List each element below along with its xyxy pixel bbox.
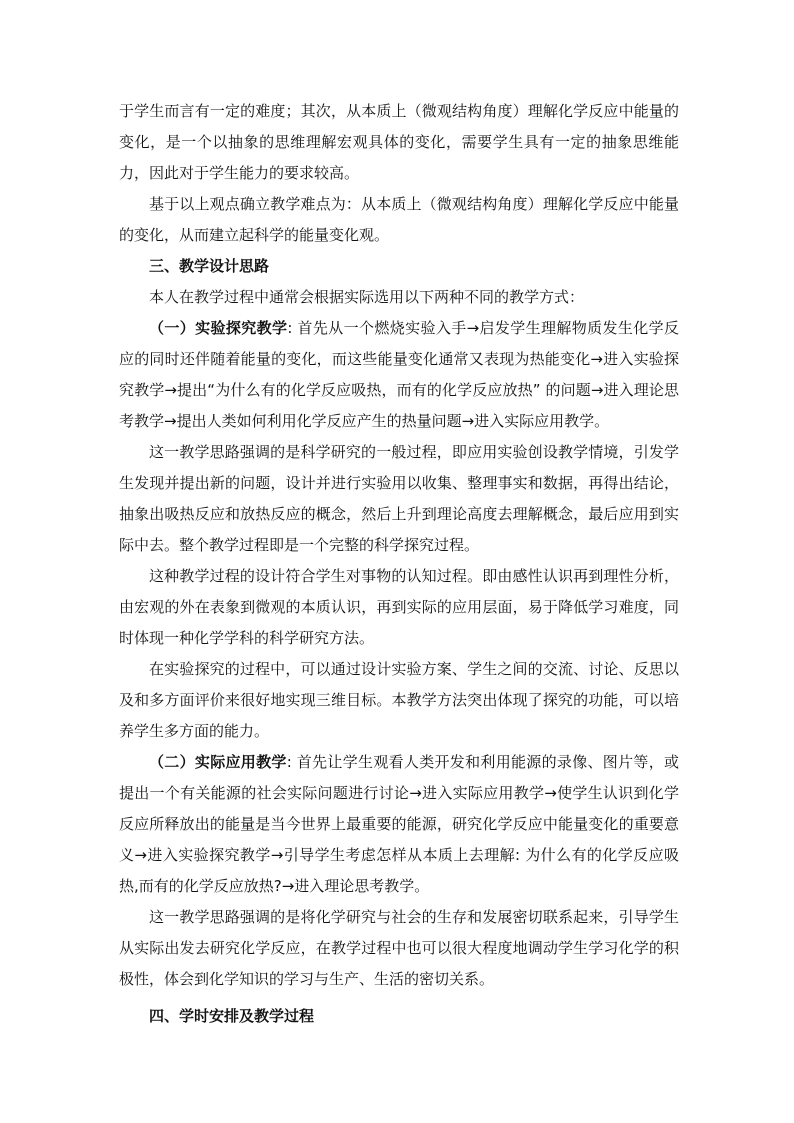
paragraph-practical-application (119, 747, 679, 902)
section-heading-design-approach: 三、教学设计思路 (149, 257, 270, 275)
method-one-description: : 首先从一个燃烧实验入手→启发学生理解物质发生化学反应的同时还伴随着能量的变化，而这些能量变化通常又表现为热能变化→进入实验探究教学→提出“为什么有的化学反应吸热，而有的化学反应放热” 的问题→进入理论思考教学→提出人类如何利用化学反应产生的热量问题→进入实际应用教学。 (119, 319, 679, 430)
paragraph-cognitive-process: 这种教学过程的设计符合学生对事物的认知过程。即由感性认识再到理性分析，由宏观的外在表象到微观的本质认识，再到实际的应用层面，易于降低学习难度，同时体现一种化学学科的科学研究方法。 (119, 567, 679, 647)
method-one-title: （一）实验探究教学 (149, 319, 288, 337)
document-body (119, 96, 679, 1032)
paragraph-difficulty-continued: 于学生而言有一定的难度；其次，从本质上（微观结构角度）理解化学反应中能量的变化，是一个以抽象的思维理解宏观具体的变化，需要学生具有一定的抽象思维能力，因此对于学生能力的要求较高。 (119, 102, 679, 182)
section-heading-schedule: 四、学时安排及教学过程 (149, 1007, 315, 1025)
method-two-title: （二）实际应用教学 (149, 753, 287, 771)
paragraph-two-methods-intro: 本人在教学过程中通常会根据实际选用以下两种不同的教学方式： (149, 288, 585, 306)
paragraph-three-dimensional-goals: 在实验探究的过程中，可以通过设计实验方案、学生之间的交流、讨论、反思以及和多方面评价来很好地实现三维目标。本教学方法突出体现了探究的功能，可以培养学生多方面的能力。 (119, 660, 679, 740)
paragraph-teaching-difficulty: 基于以上观点确立教学难点为：从本质上（微观结构角度）理解化学反应中能量的变化，从而建立起科学的能量变化观。 (119, 195, 679, 244)
method-two-description: : 首先让学生观看人类开发和利用能源的录像、图片等，或提出一个有关能源的社会实际问题进行讨论→进入实际应用教学→使学生认识到化学反应所释放出的能量是当今世界上最重要的能源，研究化学反应中能量变化的重要意义→进入实验探究教学→引导学生考虑怎样从本质上去理解: 为什么有的化学反应吸热,而有的化学反应放热?→进入理论思考教学。 (119, 753, 679, 895)
paragraph-experimental-inquiry (119, 313, 679, 437)
paragraph-inquiry-process: 这一教学思路强调的是科学研究的一般过程，即应用实验创设教学情境，引发学生发现并提出新的问题，设计并进行实验用以收集、整理事实和数据，再得出结论，抽象出吸热反应和放热反应的概念，然后上升到理论高度去理解概念，最后应用到实际中去。整个教学过程即是一个完整的科学探究过程。 (119, 443, 679, 554)
paragraph-society-connection: 这一教学思路强调的是将化学研究与社会的生存和发展密切联系起来，引导学生从实际出发去研究化学反应，在教学过程中也可以很大程度地调动学生学习化学的积极性，体会到化学知识的学习与生产、生活的密切关系。 (119, 908, 679, 988)
